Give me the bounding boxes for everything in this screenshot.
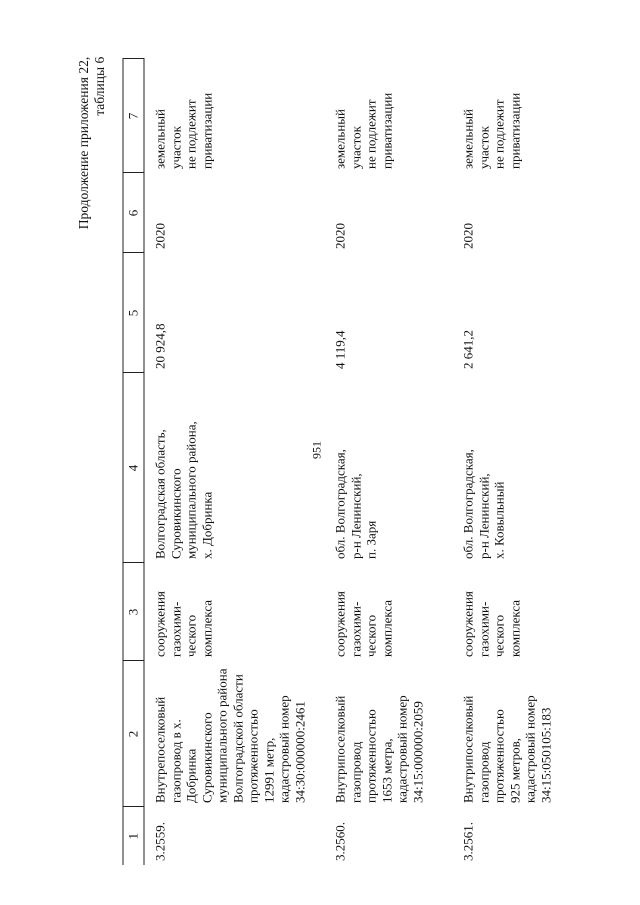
item-name: Внутрипоселковый газопровод протяженностью 1653 метра, кадастровый номер 34:15:000000:2059 (332, 695, 425, 803)
item-type: сооружения газохими- ческого комплекса (332, 591, 394, 657)
item-location: обл. Волгоградская, р-н Ленинский, п. Заря (332, 449, 379, 559)
item-type: сооружения газохими- ческого комплекса (152, 591, 214, 657)
appendix-header-line2: таблицы 6 (92, 56, 107, 116)
item-number: 3.2559. (152, 822, 168, 861)
column-header: 4 (123, 373, 144, 563)
column-header: 3 (123, 563, 144, 661)
page-number: 951 (309, 441, 324, 459)
item-note: земельный участок не подлежит приватизации (332, 92, 394, 169)
property-table (123, 59, 558, 866)
column-header: 7 (123, 59, 144, 173)
table-row (455, 59, 558, 865)
appendix-header-line1: Продолжение приложения 22, (76, 56, 91, 230)
item-year: 2020 (152, 223, 168, 249)
table-container (123, 59, 553, 865)
column-header: 2 (123, 661, 144, 807)
item-name: Внутрепоселковый газопровод в х. Добринка Суровикинского муниципального района Волгоградской области протяженностью 12991 метр, кадастровый номер 34:30:000000:2461 (152, 668, 307, 803)
item-number: 3.2561. (460, 822, 476, 861)
item-location: Волгоградская область, Суровикинского муниципального района, х. Добринка (152, 421, 214, 559)
appendix-header (76, 57, 108, 229)
item-value: 20 924,8 (152, 323, 168, 369)
item-value: 4 119,4 (332, 330, 348, 369)
item-note: земельный участок не подлежит приватизации (152, 92, 214, 169)
table-row (327, 59, 455, 865)
column-header: 6 (123, 173, 144, 253)
item-name: Внутрипоселковый газопровод протяженностью 925 метров, кадастровый номер 34:15:050105:183 (460, 695, 553, 803)
column-header: 5 (123, 253, 144, 373)
column-number-row (123, 59, 144, 865)
item-location: обл. Волгоградская, р-н Ленинский, х. Ковыльный (460, 449, 507, 559)
table-row (144, 59, 327, 865)
item-year: 2020 (332, 223, 348, 249)
item-value: 2 641,2 (460, 330, 476, 369)
item-note: земельный участок не подлежит приватизации (460, 92, 522, 169)
column-header: 1 (123, 807, 144, 865)
item-number: 3.2560. (332, 822, 348, 861)
item-type: сооружения газохими- ческого комплекса (460, 591, 522, 657)
item-year: 2020 (460, 223, 476, 249)
